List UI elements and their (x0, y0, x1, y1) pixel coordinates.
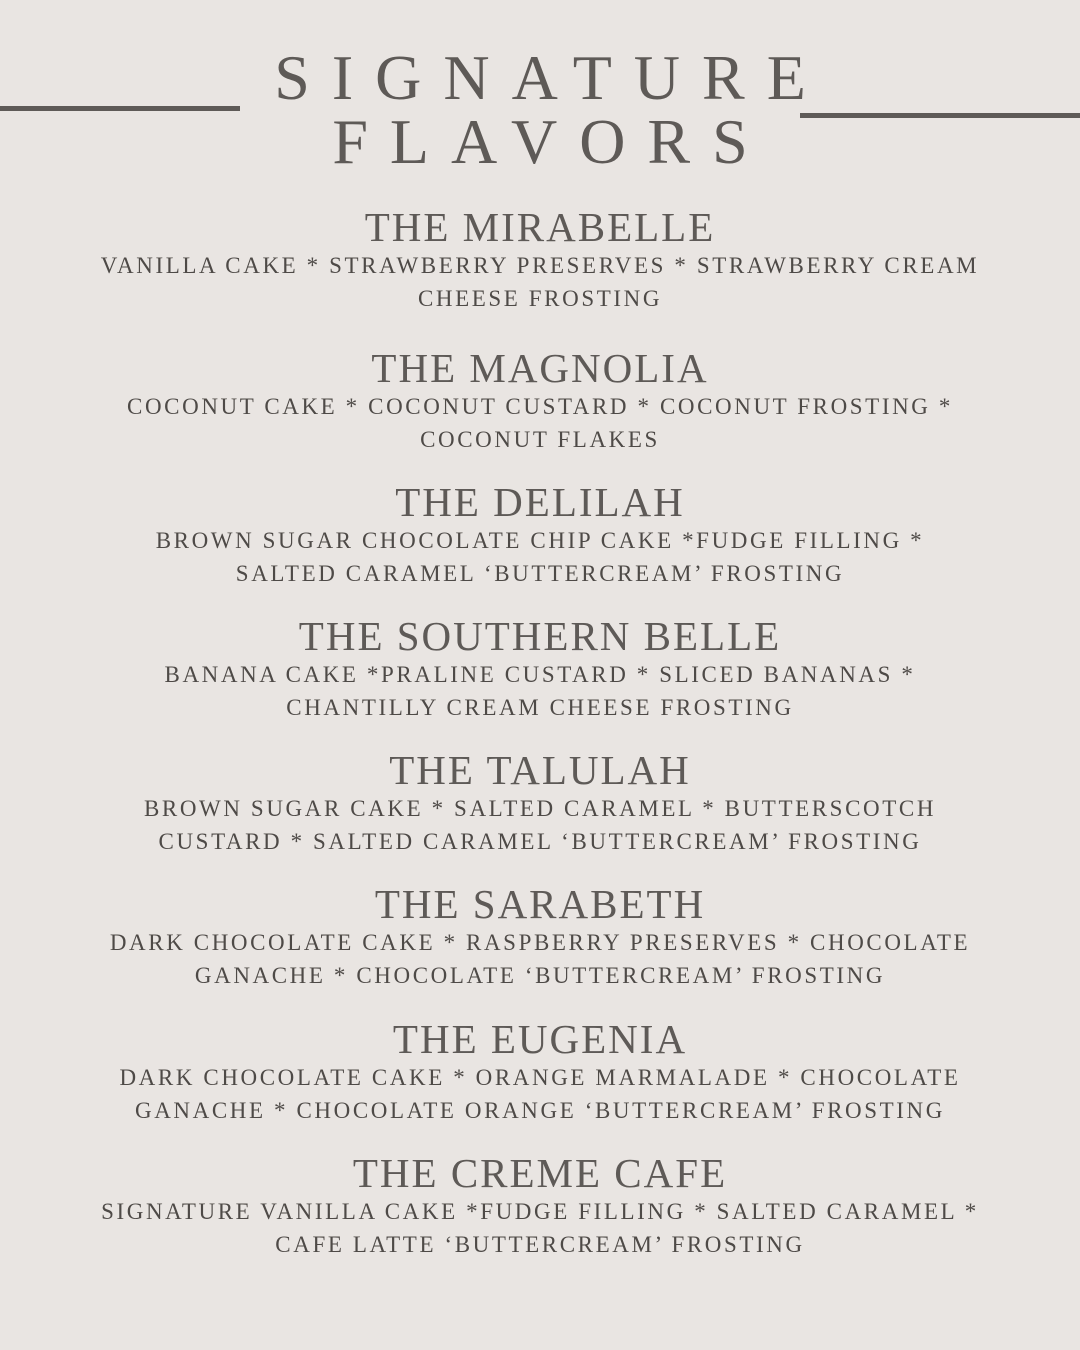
flavor-delilah (0, 480, 1080, 590)
flavor-description-line-1: COCONUT CAKE * COCONUT CUSTARD * COCONUT FROSTING * (127, 394, 953, 419)
flavor-magnolia (0, 346, 1080, 456)
flavor-name: THE CREME CAFE (352, 1150, 728, 1196)
flavor-description-line-2: CAFE LATTE ‘BUTTERCREAM’ FROSTING (275, 1232, 805, 1257)
flavor-description-line-2: COCONUT FLAKES (420, 427, 660, 452)
flavor-talulah (0, 748, 1080, 858)
flavor-name: THE SOUTHERN BELLE (298, 613, 782, 659)
flavor-name: THE SARABETH (374, 881, 706, 927)
flavor-description-line-1: BROWN SUGAR CAKE * SALTED CARAMEL * BUTTERSCOTCH (143, 796, 937, 821)
flavor-southern-belle (0, 614, 1080, 724)
flavor-description-line-2: CUSTARD * SALTED CARAMEL ‘BUTTERCREAM’ FROSTING (158, 829, 922, 854)
flavor-description-line-2: CHANTILLY CREAM CHEESE FROSTING (286, 695, 794, 720)
flavor-mirabelle (0, 205, 1080, 315)
flavor-name: THE EUGENIA (392, 1016, 688, 1062)
flavor-description-line-1: DARK CHOCOLATE CAKE * RASPBERRY PRESERVES * CHOCOLATE (109, 930, 971, 955)
flavor-description-line-1: BROWN SUGAR CHOCOLATE CHIP CAKE *FUDGE FILLING * (155, 528, 925, 553)
flavor-description-line-1: DARK CHOCOLATE CAKE * ORANGE MARMALADE * CHOCOLATE (119, 1065, 961, 1090)
flavor-description-line-2: GANACHE * CHOCOLATE ‘BUTTERCREAM’ FROSTING (194, 963, 886, 988)
page-title-line-1: SIGNATURE (274, 42, 828, 113)
flavor-description-line-2: SALTED CARAMEL ‘BUTTERCREAM’ FROSTING (235, 561, 845, 586)
flavor-description-line-2: GANACHE * CHOCOLATE ORANGE ‘BUTTERCREAM’ FROSTING (135, 1098, 945, 1123)
flavor-name: THE DELILAH (395, 479, 685, 525)
flavor-description-line-2: CHEESE FROSTING (417, 286, 663, 311)
flavor-name: THE MAGNOLIA (371, 345, 709, 391)
page-title-line-2: FLAVORS (332, 106, 770, 177)
flavor-sarabeth (0, 882, 1080, 992)
flavor-creme-cafe (0, 1151, 1080, 1261)
flavor-name: THE TALULAH (389, 747, 691, 793)
flavor-description-line-1: BANANA CAKE *PRALINE CUSTARD * SLICED BANANAS * (164, 662, 916, 687)
flavor-name: THE MIRABELLE (364, 204, 716, 250)
flavor-eugenia (0, 1017, 1080, 1127)
flavor-description-line-1: SIGNATURE VANILLA CAKE *FUDGE FILLING * SALTED CARAMEL * (101, 1199, 979, 1224)
flavor-description-line-1: VANILLA CAKE * STRAWBERRY PRESERVES * STRAWBERRY CREAM (100, 253, 980, 278)
